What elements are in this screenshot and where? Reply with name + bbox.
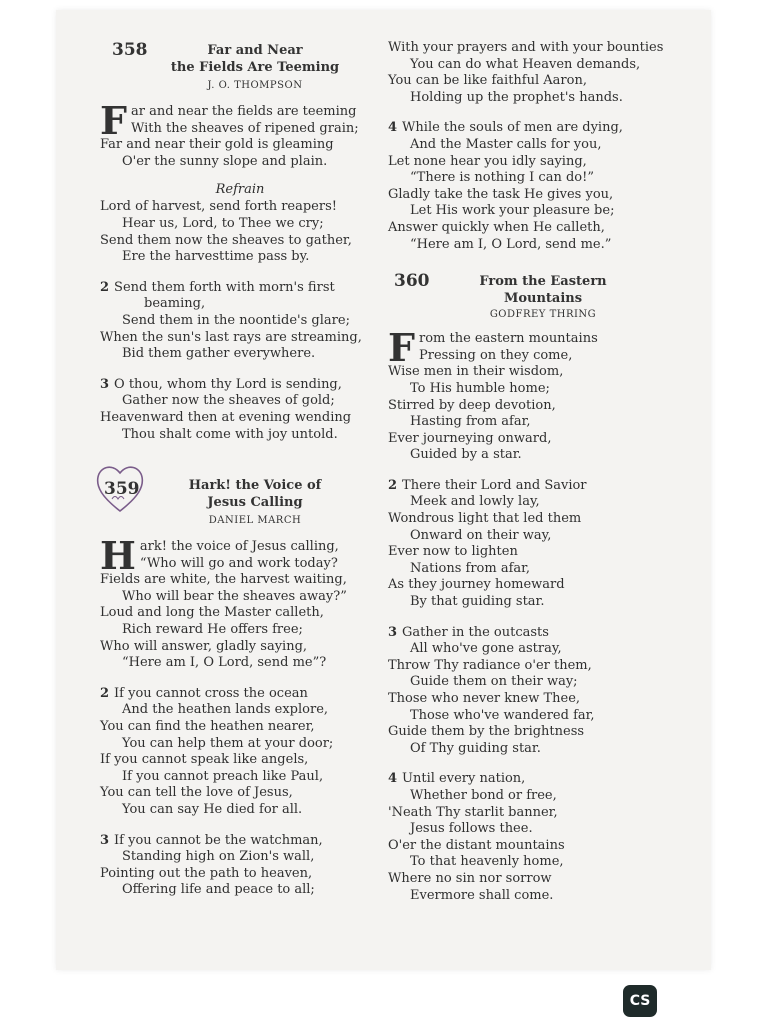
verse-line: Evermore shall come. [410,887,554,903]
verse-line: Where no sin nor sorrow [388,870,552,886]
verse-line: Whether bond or free, [410,787,557,803]
verse-line: Onward on their way, [410,527,552,543]
verse-number: 4 [388,771,398,787]
verse-line: Answer quickly when He calleth, [388,219,605,235]
verse-line: Ever journeying onward, [388,430,552,446]
verse-line: Jesus follows thee. [410,821,533,837]
verse-number: 2 [388,477,398,493]
verse-line: While the souls of men are dying, [402,120,623,136]
verse-line: Wondrous light that led them [388,511,582,527]
verse-line: Offering life and peace to all; [122,882,315,898]
verse-line: Who will bear the sheaves away?” [122,588,347,604]
verse-line: Far and near their gold is gleaming [100,137,334,153]
verse-line: O'er the sunny slope and plain. [122,153,328,169]
hymn-359-verse-3-continued [388,40,668,106]
verse-line: “There is nothing I can do!” [410,170,594,186]
verse-line: If you cannot be the watchman, [114,832,323,848]
left-column [100,40,380,899]
hymn-358-refrain [100,199,380,265]
drop-cap: H [100,533,136,579]
hymn-360-verse-3 [388,625,668,758]
verse-line: “Who will go and work today? [139,555,338,571]
verse-line: By that guiding star. [410,594,545,610]
verse-line: All who've gone astray, [410,641,562,657]
verse-line: You can tell the love of Jesus, [100,785,293,801]
verse-line: Of Thy guiding star. [410,740,541,756]
hymn-358-verse-1 [100,98,380,170]
hymn-number: 359 [104,479,140,500]
hymn-title-line: Hark! the Voice of [188,478,322,494]
verse-line: Thou shalt come with joy untold. [122,426,338,442]
verse-number: 3 [388,624,398,640]
verse-line: If you cannot speak like angels, [100,752,309,768]
verse-line: When the sun's last rays are streaming, [100,329,362,345]
hymn-title-line: Mountains [503,291,583,307]
hymn-author: J. O. THOMPSON [207,80,303,91]
verse-line: Let His work your pleasure be; [410,203,615,219]
hymn-359-verse-2 [100,686,380,819]
verse-line: Pointing out the path to heaven, [100,865,313,881]
verse-line: Stirred by deep devotion, [388,397,556,413]
verse-line: Meek and lowly lay, [410,494,540,510]
verse-line: Send them in the noontide's glare; [122,312,350,328]
verse-line: O'er the distant mountains [388,837,565,853]
hymn-360-header [388,271,668,327]
verse-line: Lord of harvest, send forth reapers! [100,199,337,215]
verse-line: You can find the heathen nearer, [100,719,315,735]
verse-line: To that heavenly home, [410,854,564,870]
verse-line: Guide them on their way; [410,674,578,690]
hymn-359-verse-1 [100,533,380,672]
verse-line: ark! the voice of Jesus calling, [139,539,339,555]
verse-line: You can do what Heaven demands, [410,56,641,72]
verse-line: Guided by a star. [410,447,522,463]
verse-line: Guide them by the brightness [388,724,585,740]
hymn-title-line: From the Eastern [479,274,607,290]
hymn-author: GODFREY THRING [489,309,597,321]
verse-number: 3 [100,832,110,848]
verse-line: Gather now the sheaves of gold; [122,393,335,409]
hymn-358-verse-3 [100,377,380,443]
verse-line: Gladly take the task He gives you, [388,186,614,202]
hymn-358-header [100,40,380,98]
verse-line: Gather in the outcasts [402,624,549,640]
verse-line: Wise men in their wisdom, [388,364,564,380]
verse-line: Those who've wandered far, [410,707,595,723]
verse-line: Let none hear you idly saying, [388,153,587,169]
verse-line: Ere the harvesttime pass by. [122,249,310,265]
hymn-title [140,42,370,76]
hymn-359-verse-4 [388,120,668,253]
verse-line: And the Master calls for you, [410,136,602,152]
verse-line: Send them forth with morn's first [114,279,335,295]
verse-line: Who will answer, gladly saying, [100,638,308,654]
verse-line: Holding up the prophet's hands. [410,89,623,105]
verse-line: Until every nation, [402,771,526,787]
verse-line: You can be like faithful Aaron, [388,73,587,89]
hymn-359-verse-3 [100,833,380,899]
verse-line: With the sheaves of ripened grain; [130,120,359,136]
verse-line: “Here am I, O Lord, send me”? [122,655,327,671]
verse-line: 'Neath Thy starlit banner, [388,804,558,820]
verse-line: Pressing on they come, [418,347,573,363]
hymn-title [438,273,648,307]
verse-line: Nations from afar, [410,560,531,576]
hymn-359-header [100,469,380,533]
hymn-360-verse-1 [388,325,668,464]
verse-line: If you cannot preach like Paul, [122,768,324,784]
verse-line: Heavenward then at evening wending [100,409,352,425]
verse-line: Rich reward He offers free; [122,622,303,638]
hymn-title-line: Jesus Calling [207,495,303,511]
verse-line: You can say He died for all. [122,802,303,817]
hymn-358-verse-2 [100,280,380,363]
hymn-number: 360 [394,271,430,292]
hymn-360-verse-4 [388,771,668,904]
verse-line: With your prayers and with your bounties [388,40,664,55]
verse-line: Those who never knew Thee, [388,691,581,706]
verse-line: There their Lord and Savior [402,477,587,493]
verse-line: Loud and long the Master calleth, [100,605,324,621]
verse-number: 2 [100,685,110,701]
drop-cap: F [388,325,415,371]
hymn-author: DANIEL MARCH [208,515,302,527]
verse-line: Fields are white, the harvest waiting, [100,572,347,588]
verse-line: ar and near the fields are teeming [130,104,357,119]
verse-line: Throw Thy radiance o'er them, [388,657,592,673]
verse-line: Standing high on Zion's wall, [122,849,315,865]
hymn-title-line: Far and Near [207,43,303,58]
verse-line: You can help them at your door; [122,735,334,751]
verse-line: Hear us, Lord, to Thee we cry; [122,215,324,231]
verse-line: Hasting from afar, [410,414,531,430]
drop-cap: F [100,98,127,143]
verse-number: 2 [100,279,110,295]
verse-line: As they journey homeward [388,577,565,593]
verse-line: If you cannot cross the ocean [114,685,308,701]
refrain-label: Refrain [215,182,265,198]
verse-number: 4 [388,120,398,136]
verse-line: Send them now the sheaves to gather, [100,232,352,248]
verse-line: rom the eastern mountains [418,331,598,347]
verse-line: beaming, [144,296,206,312]
right-column [388,40,668,904]
verse-line: And the heathen lands explore, [122,702,329,718]
verse-line: O thou, whom thy Lord is sending, [114,376,342,392]
verse-line: “Here am I, O Lord, send me.” [410,236,612,252]
verse-line: Bid them gather everywhere. [122,346,316,362]
hymn-title-line: the Fields Are Teeming [170,60,340,75]
hymn-360-verse-2 [388,478,668,611]
verse-number: 3 [100,376,110,392]
hymn-number: 358 [112,40,148,60]
verse-line: To His humble home; [410,380,550,396]
verse-line: Ever now to lighten [388,544,518,560]
camscanner-logo: CS [623,985,657,1017]
hymn-title [140,477,370,511]
